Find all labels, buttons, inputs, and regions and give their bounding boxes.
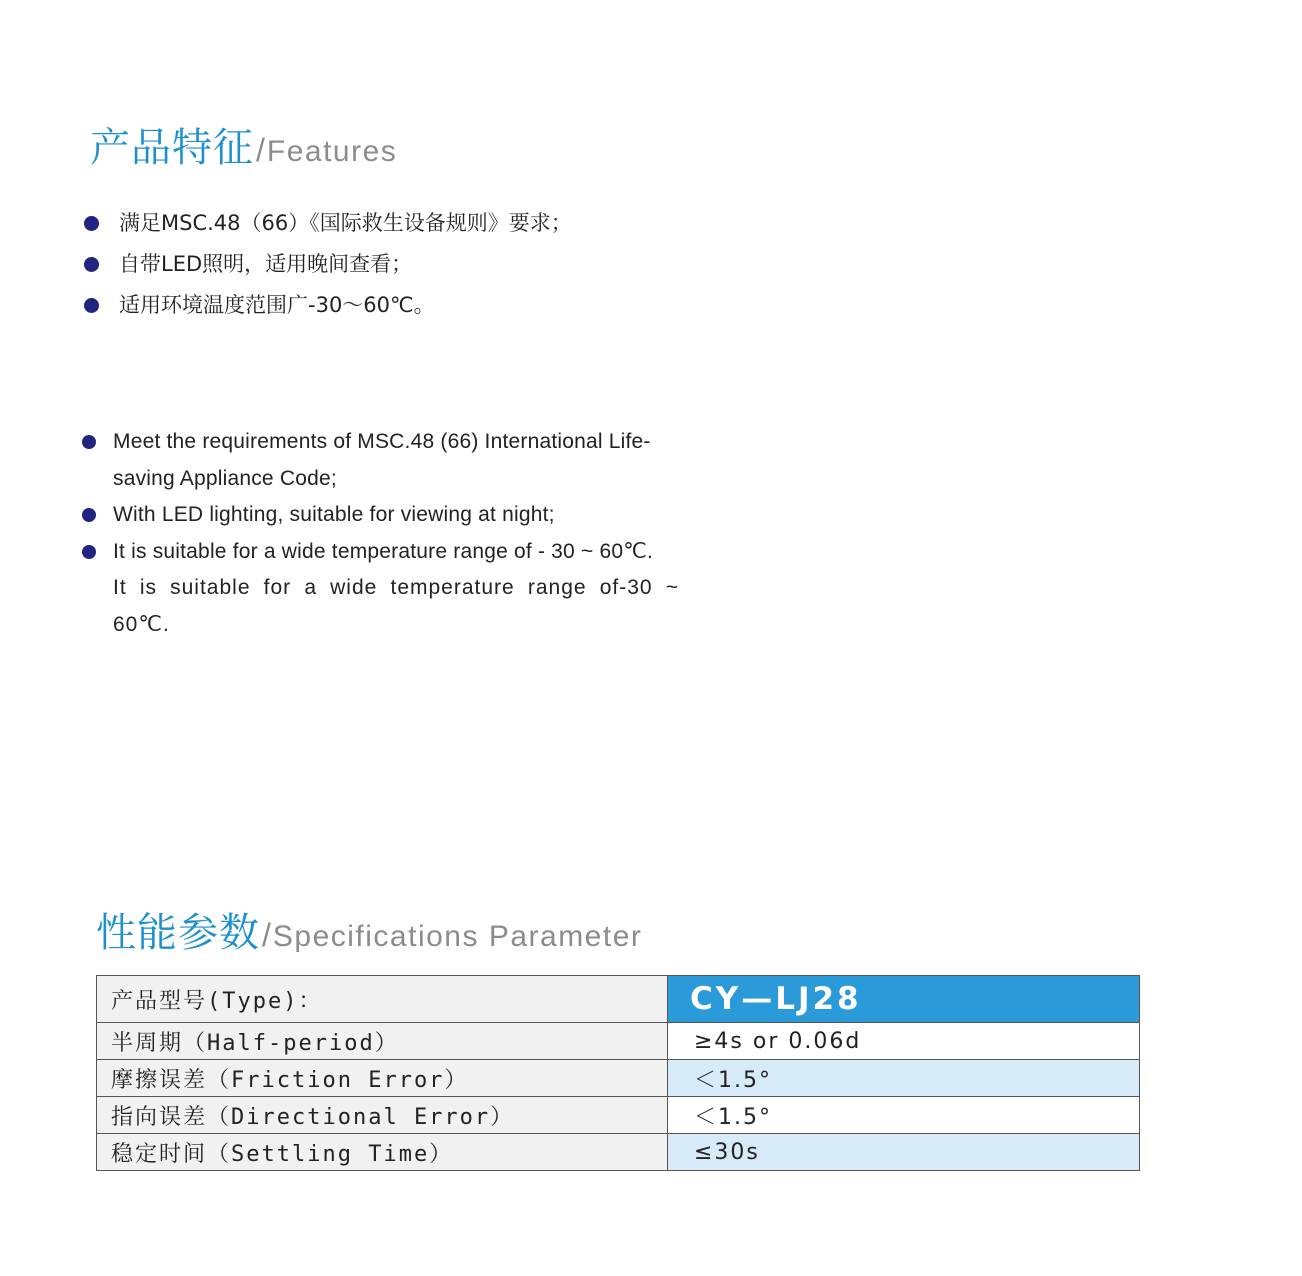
feature-text-cn: 满足MSC.48（66）《国际救生设备规则》要求；	[119, 211, 572, 235]
type-value-cell: CY—LJ28	[668, 976, 1140, 1023]
feature-text-en-duplicate: It is suitable for a wide temperature range of-30 ~ 60℃.	[113, 576, 679, 636]
bullet-dot-icon	[84, 216, 99, 231]
param-value-cell: ≤30s	[668, 1134, 1140, 1171]
features-heading-cn: 产品特征	[90, 125, 254, 171]
features-heading-slash: /	[256, 132, 265, 168]
list-item	[80, 424, 680, 497]
type-label-cell: 产品型号(Type)：	[97, 976, 668, 1023]
table-header-row	[97, 976, 1140, 1023]
list-item	[82, 203, 782, 244]
feature-text-cn: 自带LED照明，适用晚间查看；	[119, 252, 413, 276]
table-row	[97, 1097, 1140, 1134]
param-value-cell: ＜1.5°	[668, 1060, 1140, 1097]
bullet-dot-icon	[82, 435, 96, 449]
feature-text-en: Meet the requirements of MSC.48 (66) International Life-saving Appliance Code;	[113, 430, 651, 490]
specs-heading-slash: /	[262, 917, 271, 953]
param-label-cell: 摩擦误差（Friction Error）	[97, 1060, 668, 1097]
table-row	[97, 1060, 1140, 1097]
param-value-cell: ≥4s or 0.06d	[668, 1023, 1140, 1060]
specs-table	[96, 975, 1140, 1171]
specs-heading-cn: 性能参数	[96, 910, 260, 956]
features-list-cn	[82, 203, 782, 326]
features-heading	[90, 125, 398, 171]
bullet-dot-icon	[84, 257, 99, 272]
list-item	[80, 534, 680, 644]
bullet-dot-icon	[82, 545, 96, 559]
list-item	[82, 285, 782, 326]
param-label-cell: 半周期（Half-period）	[97, 1023, 668, 1060]
table-row	[97, 1134, 1140, 1171]
table-row	[97, 1023, 1140, 1060]
feature-text-cn: 适用环境温度范围广-30～60℃。	[119, 293, 435, 317]
specs-heading-en: Specifications Parameter	[272, 920, 643, 953]
bullet-dot-icon	[82, 508, 96, 522]
feature-text-en: With LED lighting, suitable for viewing at night;	[113, 503, 555, 526]
param-value-cell: ＜1.5°	[668, 1097, 1140, 1134]
param-label-cell: 稳定时间（Settling Time）	[97, 1134, 668, 1171]
list-item	[80, 497, 680, 534]
param-label-cell: 指向误差（Directional Error）	[97, 1097, 668, 1134]
features-list-en	[80, 424, 680, 643]
feature-text-en: It is suitable for a wide temperature range of - 30 ~ 60℃.	[113, 539, 654, 563]
features-heading-en: Features	[266, 135, 398, 168]
specs-heading	[96, 910, 643, 956]
list-item	[82, 244, 782, 285]
bullet-dot-icon	[84, 298, 99, 313]
